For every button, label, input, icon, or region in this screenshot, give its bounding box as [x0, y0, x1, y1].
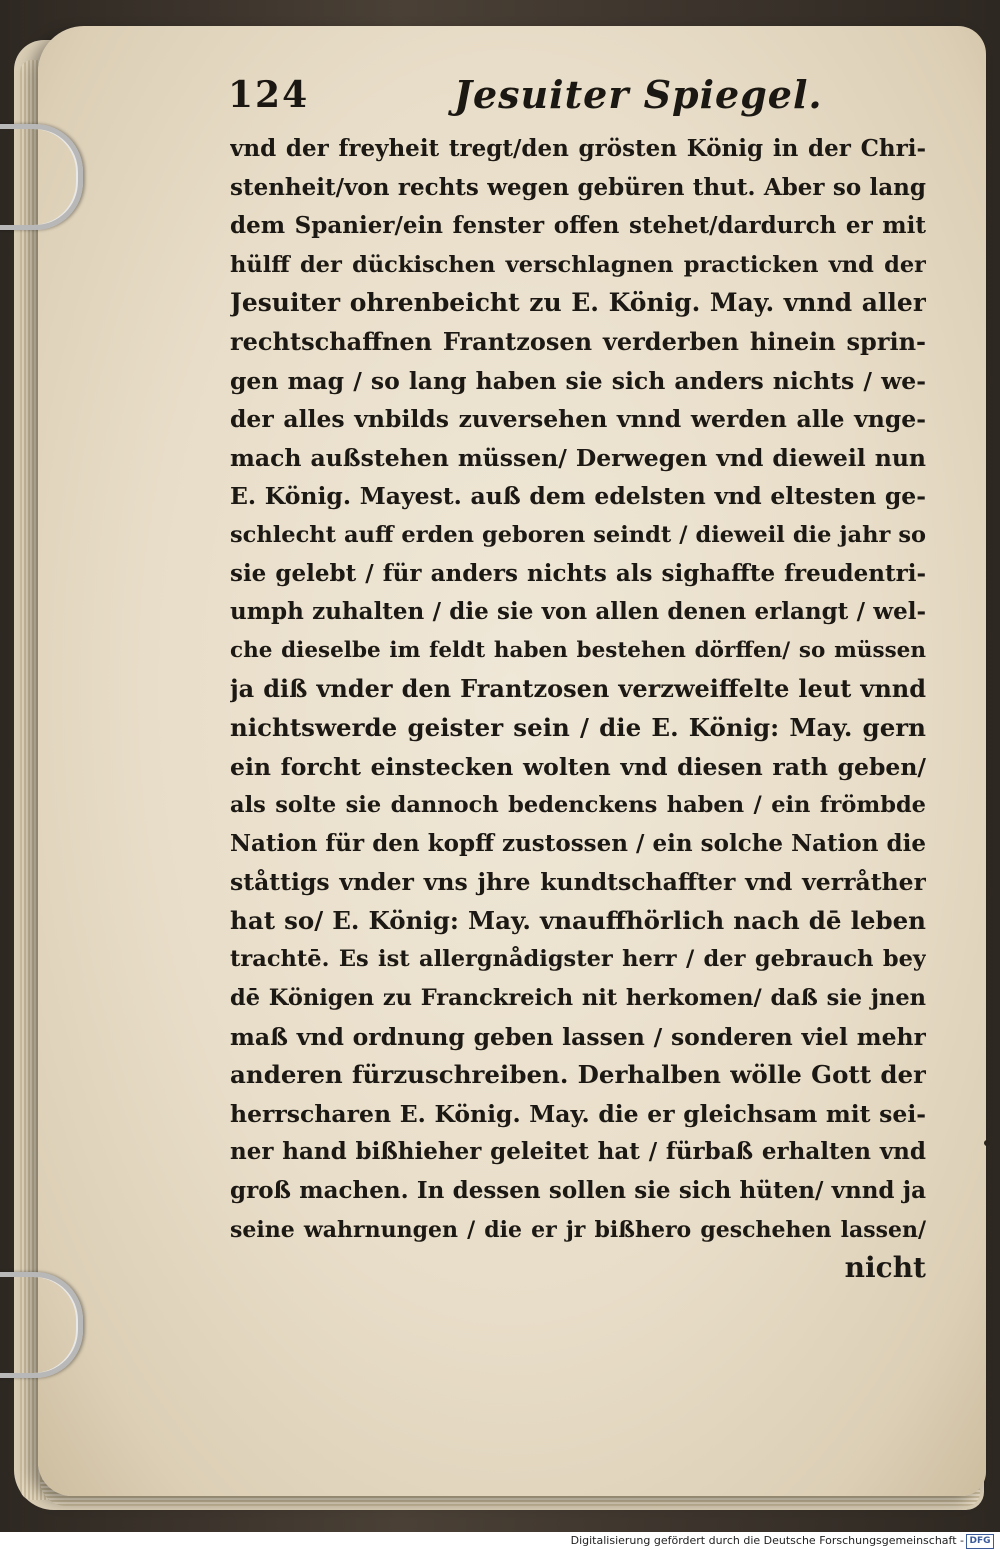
text-line: hat so/ E. König: May. vnauffhörlich nach dē leben	[230, 905, 926, 935]
text-line: Jesuiter ohrenbeicht zu E. König. May. vnnd aller	[230, 288, 926, 318]
text-line: anderen fürzuschreiben. Derhalben wölle Gott der	[230, 1060, 926, 1090]
text-line: der alles vnbilds zuversehen vnnd werden alle vnge-	[230, 405, 926, 434]
page-number: 124	[228, 74, 310, 116]
body-text	[230, 130, 926, 1288]
text-line: maß vnd ordnung geben lassen / sonderen viel mehr	[230, 1022, 926, 1051]
text-line: groß machen. In dessen sollen sie sich hüten/ vnnd ja	[230, 1177, 926, 1205]
text-line: seine wahrnungen / die er jr bißhero geschehen lassen/	[230, 1216, 926, 1243]
text-line: umph zuhalten / die sie von allen denen erlangt / wel-	[230, 598, 926, 626]
page-header	[228, 70, 928, 126]
text-line: hülff der dückischen verschlagnen practicken vnd der	[230, 251, 926, 278]
text-line: dē Königen zu Franckreich nit herkomen/ daß sie jnen	[230, 985, 926, 1012]
text-line: schlecht auff erden geboren seindt / dieweil die jahr so	[230, 521, 926, 548]
text-line: vnd der freyheit tregt/den grösten König in der Chri-	[230, 135, 926, 162]
text-line: herrscharen E. König. May. die er gleichsam mit sei-	[230, 1099, 926, 1128]
text-line: Nation für den kopff zustossen / ein solche Nation die	[230, 829, 926, 857]
text-line: ja diß vnder den Frantzosen verzweiffelte leut vnnd	[230, 674, 926, 704]
text-line: ner hand bißhieher geleitet hat / fürbaß erhalten vnd	[230, 1138, 926, 1166]
text-line: ståttigs vnder vns jhre kundtschaffter vnd verråther	[230, 868, 926, 897]
text-line: trachtē. Es ist allergnådigster herr / der gebrauch bey	[230, 946, 926, 973]
text-line: che dieselbe im feldt haben bestehen dörffen/ so müssen	[230, 637, 926, 663]
text-line: ein forcht einstecken wolten vnd diesen rath geben/	[230, 752, 926, 781]
text-line: dem Spanier/ein fenster offen stehet/dardurch er mit	[230, 212, 926, 240]
text-line: nichtswerde geister sein / die E. König: May. gern	[230, 712, 926, 742]
paper-clip-icon	[0, 1272, 83, 1378]
ink-speck	[984, 1140, 990, 1146]
text-line: mach außstehen müssen/ Derwegen vnd dieweil nun	[230, 443, 926, 472]
text-line: gen mag / so lang haben sie sich anders nichts / we-	[230, 366, 926, 395]
text-line: E. König. Mayest. auß dem edelsten vnd eltesten ge-	[230, 482, 926, 511]
funding-credit: Digitalisierung gefördert durch die Deutsche Forschungsgemeinschaft -	[570, 1534, 964, 1547]
text-line: rechtschaffnen Frantzosen verderben hinein sprin-	[230, 326, 926, 356]
text-line: als solte sie dannoch bedenckens haben / ein frömbde	[230, 792, 926, 819]
footer	[0, 1532, 1000, 1550]
text-line: sie gelebt / für anders nichts als sighaffte freudentri-	[230, 559, 926, 587]
running-title: Jesuiter Spiegel.	[454, 72, 823, 117]
catchword: nicht	[844, 1251, 926, 1285]
paper-clip-icon	[0, 124, 83, 230]
text-line: stenheit/von rechts wegen gebüren thut. Aber so lang	[230, 173, 926, 201]
dfg-logo-icon: DFG	[966, 1534, 994, 1549]
